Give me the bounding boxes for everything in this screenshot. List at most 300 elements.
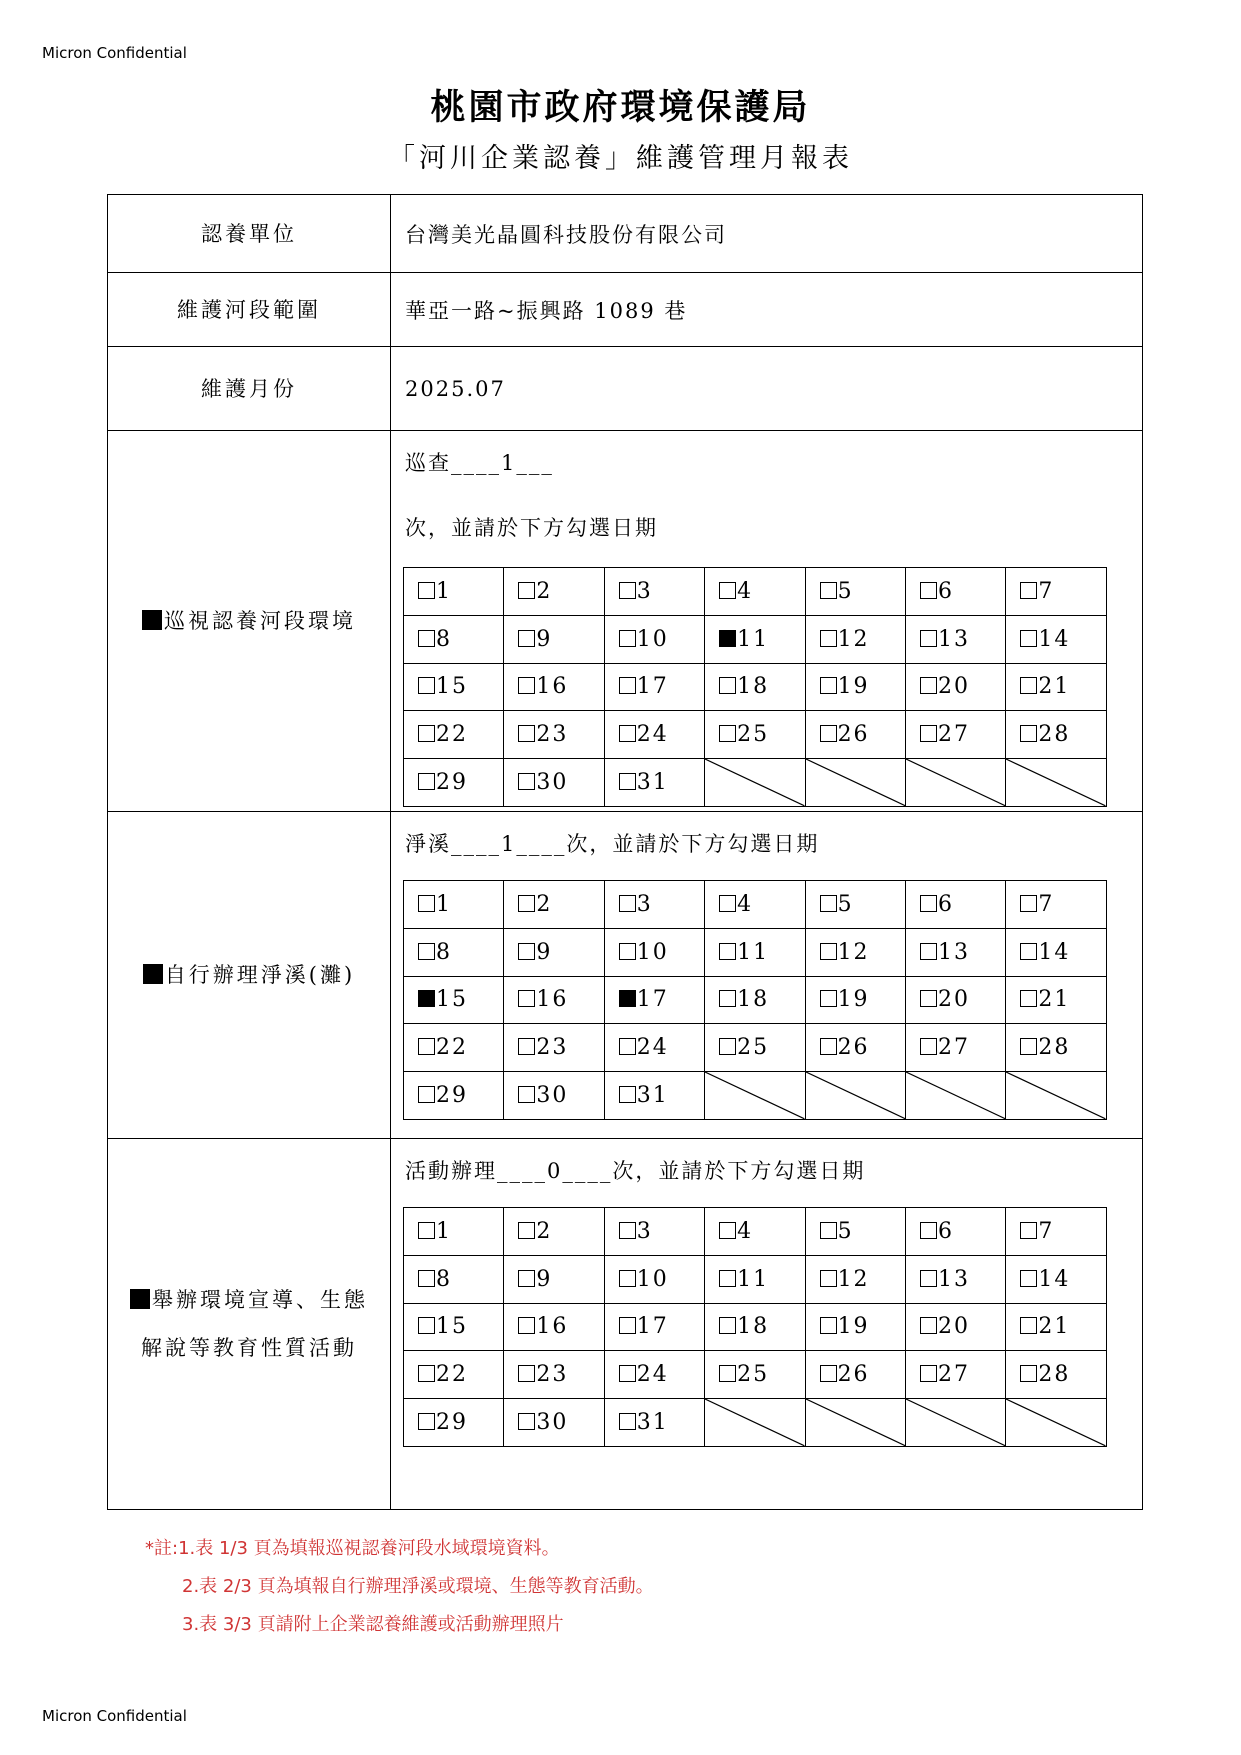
day-number: 31	[636, 1083, 669, 1109]
unchecked-box-icon[interactable]	[619, 1317, 636, 1334]
unchecked-box-icon[interactable]	[518, 1317, 535, 1334]
diagonal-line-icon	[705, 1072, 804, 1119]
unchecked-box-icon[interactable]	[518, 1413, 535, 1430]
unchecked-box-icon[interactable]	[820, 1270, 837, 1287]
unchecked-box-icon[interactable]	[619, 725, 636, 742]
day-number: 6	[937, 891, 954, 917]
day-number: 4	[737, 891, 754, 917]
unchecked-box-icon[interactable]	[820, 725, 837, 742]
day-cell-20[interactable]	[905, 976, 1005, 1024]
day-cell-9[interactable]	[504, 928, 604, 976]
day-cell-28[interactable]	[1006, 1351, 1106, 1399]
unchecked-box-icon[interactable]	[920, 1222, 937, 1239]
empty-cell	[905, 1399, 1005, 1447]
unchecked-box-icon[interactable]	[518, 943, 535, 960]
unchecked-box-icon[interactable]	[1020, 895, 1037, 912]
unchecked-box-icon[interactable]	[418, 1270, 435, 1287]
calendar-row	[404, 1024, 1107, 1072]
diagonal-line-icon	[1006, 1072, 1105, 1119]
calendar-row	[404, 1255, 1107, 1303]
day-number: 3	[636, 578, 653, 604]
day-cell-23[interactable]	[504, 711, 604, 759]
day-cell-2[interactable]	[504, 568, 604, 616]
unchecked-box-icon[interactable]	[619, 1086, 636, 1103]
day-number: 20	[937, 674, 970, 700]
day-cell-27[interactable]	[905, 1351, 1005, 1399]
day-cell-8[interactable]	[404, 1255, 504, 1303]
unchecked-box-icon[interactable]	[920, 990, 937, 1007]
unchecked-box-icon[interactable]	[418, 895, 435, 912]
empty-cell	[805, 1072, 905, 1120]
day-cell-17[interactable]	[604, 663, 704, 711]
day-cell-31[interactable]	[604, 1399, 704, 1447]
unchecked-box-icon[interactable]	[518, 895, 535, 912]
day-number: 26	[837, 722, 870, 748]
day-number: 5	[837, 578, 854, 604]
unchecked-box-icon[interactable]	[719, 582, 736, 599]
section-label	[108, 1139, 391, 1509]
diagonal-line-icon	[806, 1399, 905, 1446]
day-number: 22	[436, 1035, 468, 1061]
day-cell-17[interactable]	[604, 976, 704, 1024]
unchecked-box-icon[interactable]	[820, 677, 837, 694]
unchecked-box-icon[interactable]	[719, 1038, 736, 1055]
day-number: 20	[937, 987, 970, 1013]
day-number: 2	[536, 891, 553, 917]
day-cell-4[interactable]	[705, 568, 805, 616]
unchecked-box-icon[interactable]	[920, 582, 937, 599]
calendar-row	[404, 1399, 1107, 1447]
value-adopting-unit: 台灣美光晶圓科技股份有限公司	[405, 222, 727, 247]
day-number: 23	[536, 1362, 569, 1388]
unchecked-box-icon[interactable]	[418, 1086, 435, 1103]
day-cell-11[interactable]	[705, 1255, 805, 1303]
day-cell-18[interactable]	[705, 976, 805, 1024]
day-number: 18	[737, 987, 770, 1013]
day-number: 12	[837, 626, 870, 652]
unchecked-box-icon[interactable]	[619, 895, 636, 912]
day-cell-22[interactable]	[404, 711, 504, 759]
day-cell-10[interactable]	[604, 1255, 704, 1303]
day-cell-18[interactable]	[705, 1303, 805, 1351]
unchecked-box-icon[interactable]	[518, 990, 535, 1007]
day-number: 26	[837, 1035, 870, 1061]
checked-box-icon[interactable]	[619, 990, 636, 1007]
day-cell-9[interactable]	[504, 1255, 604, 1303]
unchecked-box-icon[interactable]	[418, 1038, 435, 1055]
day-number: 17	[636, 674, 669, 700]
day-number: 28	[1038, 722, 1071, 748]
value-river-section-cell	[391, 273, 1142, 346]
unchecked-box-icon[interactable]	[619, 1270, 636, 1287]
day-number: 30	[536, 1083, 569, 1109]
unchecked-box-icon[interactable]	[418, 1365, 435, 1382]
unchecked-box-icon[interactable]	[418, 1413, 435, 1430]
unchecked-box-icon[interactable]	[719, 1317, 736, 1334]
unchecked-box-icon[interactable]	[418, 773, 435, 790]
day-number: 23	[536, 1035, 569, 1061]
day-number: 23	[536, 722, 569, 748]
day-cell-21[interactable]	[1006, 1303, 1106, 1351]
calendar-row	[404, 759, 1107, 807]
day-cell-1[interactable]	[404, 881, 504, 929]
day-cell-25[interactable]	[705, 1351, 805, 1399]
unchecked-box-icon[interactable]	[1020, 1317, 1037, 1334]
unchecked-box-icon[interactable]	[619, 773, 636, 790]
unchecked-box-icon[interactable]	[1020, 1270, 1037, 1287]
unchecked-box-icon[interactable]	[619, 630, 636, 647]
unchecked-box-icon[interactable]	[719, 1222, 736, 1239]
day-cell-12[interactable]	[805, 928, 905, 976]
day-number: 15	[436, 674, 468, 700]
section-content	[391, 812, 1142, 1138]
day-cell-3[interactable]	[604, 1208, 704, 1256]
day-number: 11	[737, 626, 770, 652]
unchecked-box-icon[interactable]	[820, 990, 837, 1007]
page-title: 桃園市政府環境保護局	[430, 87, 811, 128]
day-number: 29	[436, 770, 468, 796]
day-cell-2[interactable]	[504, 1208, 604, 1256]
unchecked-box-icon[interactable]	[619, 1038, 636, 1055]
unchecked-box-icon[interactable]	[820, 630, 837, 647]
day-cell-3[interactable]	[604, 881, 704, 929]
day-cell-16[interactable]	[504, 976, 604, 1024]
day-number: 4	[737, 1218, 754, 1244]
day-cell-19[interactable]	[805, 976, 905, 1024]
day-cell-10[interactable]	[604, 615, 704, 663]
day-number: 24	[636, 722, 669, 748]
day-cell-15[interactable]	[404, 1303, 504, 1351]
day-number: 19	[837, 987, 870, 1013]
day-cell-4[interactable]	[705, 1208, 805, 1256]
day-cell-1[interactable]	[404, 568, 504, 616]
day-number: 7	[1038, 578, 1055, 604]
day-number: 21	[1038, 987, 1071, 1013]
day-calendar	[403, 880, 1107, 1120]
calendar-row	[404, 881, 1107, 929]
day-number: 30	[536, 770, 569, 796]
day-number: 30	[536, 1410, 569, 1436]
unchecked-box-icon[interactable]	[820, 895, 837, 912]
day-number: 7	[1038, 1218, 1055, 1244]
calendar-row	[404, 928, 1107, 976]
calendar-row	[404, 568, 1107, 616]
day-number: 10	[636, 939, 669, 965]
filled-checkbox-icon	[130, 1289, 150, 1309]
unchecked-box-icon[interactable]	[418, 630, 435, 647]
day-number: 4	[737, 578, 754, 604]
unchecked-box-icon[interactable]	[1020, 990, 1037, 1007]
day-cell-14[interactable]	[1006, 615, 1106, 663]
day-cell-25[interactable]	[705, 711, 805, 759]
day-cell-27[interactable]	[905, 711, 1005, 759]
day-cell-25[interactable]	[705, 1024, 805, 1072]
day-number: 16	[536, 987, 569, 1013]
day-cell-3[interactable]	[604, 568, 704, 616]
unchecked-box-icon[interactable]	[518, 630, 535, 647]
day-cell-21[interactable]	[1006, 976, 1106, 1024]
unchecked-box-icon[interactable]	[920, 1270, 937, 1287]
unchecked-box-icon[interactable]	[820, 1365, 837, 1382]
day-cell-7[interactable]	[1006, 1208, 1106, 1256]
unchecked-box-icon[interactable]	[518, 1222, 535, 1239]
day-cell-13[interactable]	[905, 1255, 1005, 1303]
day-cell-26[interactable]	[805, 711, 905, 759]
day-number: 9	[536, 939, 553, 965]
day-cell-29[interactable]	[404, 759, 504, 807]
day-number: 12	[837, 939, 870, 965]
diagonal-line-icon	[806, 759, 905, 806]
day-cell-20[interactable]	[905, 1303, 1005, 1351]
day-number: 24	[636, 1362, 669, 1388]
day-number: 22	[436, 1362, 468, 1388]
day-cell-19[interactable]	[805, 663, 905, 711]
day-cell-24[interactable]	[604, 1351, 704, 1399]
section-label-line: 自行辦理淨溪(灘)	[164, 963, 356, 987]
day-cell-26[interactable]	[805, 1024, 905, 1072]
diagonal-line-icon	[705, 1399, 804, 1446]
unchecked-box-icon[interactable]	[518, 1365, 535, 1382]
day-cell-22[interactable]	[404, 1351, 504, 1399]
unchecked-box-icon[interactable]	[619, 677, 636, 694]
day-number: 2	[536, 578, 553, 604]
day-number: 15	[436, 1314, 468, 1340]
day-number: 14	[1038, 939, 1071, 965]
day-number: 21	[1038, 1314, 1071, 1340]
unchecked-box-icon[interactable]	[418, 677, 435, 694]
day-cell-21[interactable]	[1006, 663, 1106, 711]
day-number: 2	[536, 1218, 553, 1244]
day-number: 5	[837, 1218, 854, 1244]
day-number: 22	[436, 722, 468, 748]
day-cell-24[interactable]	[604, 1024, 704, 1072]
day-cell-16[interactable]	[504, 663, 604, 711]
day-number: 11	[737, 939, 770, 965]
empty-cell	[805, 759, 905, 807]
day-calendar	[403, 1207, 1107, 1447]
day-cell-6[interactable]	[905, 568, 1005, 616]
unchecked-box-icon[interactable]	[418, 1222, 435, 1239]
unchecked-box-icon[interactable]	[920, 1365, 937, 1382]
day-cell-17[interactable]	[604, 1303, 704, 1351]
unchecked-box-icon[interactable]	[518, 1038, 535, 1055]
day-cell-28[interactable]	[1006, 711, 1106, 759]
day-cell-14[interactable]	[1006, 928, 1106, 976]
day-number: 24	[636, 1035, 669, 1061]
diagonal-line-icon	[906, 759, 1005, 806]
unchecked-box-icon[interactable]	[619, 943, 636, 960]
unchecked-box-icon[interactable]	[920, 895, 937, 912]
unchecked-box-icon[interactable]	[619, 1365, 636, 1382]
day-cell-29[interactable]	[404, 1072, 504, 1120]
diagonal-line-icon	[1006, 1399, 1105, 1446]
day-cell-5[interactable]	[805, 881, 905, 929]
checked-box-icon[interactable]	[719, 630, 736, 647]
label-river-section: 維護河段範圍	[108, 273, 391, 346]
unchecked-box-icon[interactable]	[719, 943, 736, 960]
empty-cell	[905, 759, 1005, 807]
day-cell-20[interactable]	[905, 663, 1005, 711]
day-cell-8[interactable]	[404, 928, 504, 976]
unchecked-box-icon[interactable]	[719, 1270, 736, 1287]
day-number: 28	[1038, 1035, 1071, 1061]
day-cell-8[interactable]	[404, 615, 504, 663]
day-cell-4[interactable]	[705, 881, 805, 929]
unchecked-box-icon[interactable]	[518, 1086, 535, 1103]
empty-cell	[1006, 1072, 1106, 1120]
day-cell-12[interactable]	[805, 615, 905, 663]
day-cell-5[interactable]	[805, 1208, 905, 1256]
day-cell-14[interactable]	[1006, 1255, 1106, 1303]
day-cell-23[interactable]	[504, 1351, 604, 1399]
unchecked-box-icon[interactable]	[719, 895, 736, 912]
day-number: 19	[837, 1314, 870, 1340]
day-cell-15[interactable]	[404, 976, 504, 1024]
day-number: 27	[937, 722, 970, 748]
day-number: 18	[737, 674, 770, 700]
value-adopting-unit-cell	[391, 195, 1142, 272]
day-cell-30[interactable]	[504, 1399, 604, 1447]
unchecked-box-icon[interactable]	[418, 725, 435, 742]
unchecked-box-icon[interactable]	[820, 943, 837, 960]
unchecked-box-icon[interactable]	[820, 582, 837, 599]
label-adopting-unit: 認養單位	[108, 195, 391, 272]
unchecked-box-icon[interactable]	[719, 990, 736, 1007]
day-cell-6[interactable]	[905, 1208, 1005, 1256]
unchecked-box-icon[interactable]	[920, 1038, 937, 1055]
day-cell-28[interactable]	[1006, 1024, 1106, 1072]
day-number: 29	[436, 1410, 468, 1436]
day-cell-1[interactable]	[404, 1208, 504, 1256]
day-cell-27[interactable]	[905, 1024, 1005, 1072]
day-number: 8	[436, 626, 452, 652]
day-cell-30[interactable]	[504, 1072, 604, 1120]
report-form	[107, 194, 1143, 1510]
unchecked-box-icon[interactable]	[1020, 725, 1037, 742]
day-cell-6[interactable]	[905, 881, 1005, 929]
row-river-section	[108, 273, 1142, 347]
day-number: 6	[937, 578, 954, 604]
day-cell-12[interactable]	[805, 1255, 905, 1303]
day-number: 1	[436, 891, 452, 917]
day-number: 1	[436, 1218, 452, 1244]
unchecked-box-icon[interactable]	[619, 1222, 636, 1239]
unchecked-box-icon[interactable]	[1020, 1038, 1037, 1055]
unchecked-box-icon[interactable]	[820, 1222, 837, 1239]
day-number: 7	[1038, 891, 1055, 917]
day-number: 3	[636, 1218, 653, 1244]
empty-cell	[705, 1399, 805, 1447]
day-cell-30[interactable]	[504, 759, 604, 807]
unchecked-box-icon[interactable]	[518, 677, 535, 694]
unchecked-box-icon[interactable]	[418, 943, 435, 960]
day-cell-16[interactable]	[504, 1303, 604, 1351]
day-cell-22[interactable]	[404, 1024, 504, 1072]
checked-box-icon[interactable]	[418, 990, 435, 1007]
day-cell-23[interactable]	[504, 1024, 604, 1072]
unchecked-box-icon[interactable]	[418, 582, 435, 599]
day-number: 16	[536, 674, 569, 700]
day-cell-2[interactable]	[504, 881, 604, 929]
day-cell-13[interactable]	[905, 928, 1005, 976]
day-cell-15[interactable]	[404, 663, 504, 711]
day-number: 17	[636, 987, 669, 1013]
day-cell-11[interactable]	[705, 928, 805, 976]
unchecked-box-icon[interactable]	[920, 1317, 937, 1334]
day-number: 28	[1038, 1362, 1071, 1388]
unchecked-box-icon[interactable]	[1020, 943, 1037, 960]
day-number: 27	[937, 1362, 970, 1388]
note-line: 2.表 2/3 頁為填報自行辦理淨溪或環境、生態等教育活動。	[182, 1576, 654, 1597]
day-number: 21	[1038, 674, 1071, 700]
day-cell-19[interactable]	[805, 1303, 905, 1351]
unchecked-box-icon[interactable]	[920, 725, 937, 742]
unchecked-box-icon[interactable]	[518, 1270, 535, 1287]
unchecked-box-icon[interactable]	[1020, 582, 1037, 599]
day-number: 26	[837, 1362, 870, 1388]
day-number: 20	[937, 1314, 970, 1340]
day-cell-9[interactable]	[504, 615, 604, 663]
day-cell-11[interactable]	[705, 615, 805, 663]
day-number: 6	[937, 1218, 954, 1244]
section-label-line: 解說等教育性質活動	[141, 1336, 357, 1360]
day-number: 14	[1038, 1266, 1071, 1292]
day-number: 1	[436, 578, 452, 604]
day-cell-24[interactable]	[604, 711, 704, 759]
unchecked-box-icon[interactable]	[820, 1317, 837, 1334]
unchecked-box-icon[interactable]	[920, 630, 937, 647]
value-river-section: 華亞一路~振興路 1089 巷	[405, 298, 688, 323]
day-cell-18[interactable]	[705, 663, 805, 711]
unchecked-box-icon[interactable]	[418, 1317, 435, 1334]
unchecked-box-icon[interactable]	[920, 677, 937, 694]
unchecked-box-icon[interactable]	[1020, 1365, 1037, 1382]
day-cell-7[interactable]	[1006, 568, 1106, 616]
calendar-row	[404, 1208, 1107, 1256]
section-label-line: 舉辦環境宣導、生態	[152, 1288, 368, 1312]
unchecked-box-icon[interactable]	[1020, 1222, 1037, 1239]
day-cell-13[interactable]	[905, 615, 1005, 663]
unchecked-box-icon[interactable]	[619, 582, 636, 599]
day-cell-7[interactable]	[1006, 881, 1106, 929]
unchecked-box-icon[interactable]	[719, 725, 736, 742]
unchecked-box-icon[interactable]	[619, 1413, 636, 1430]
unchecked-box-icon[interactable]	[1020, 630, 1037, 647]
empty-cell	[1006, 1399, 1106, 1447]
note-line: 3.表 3/3 頁請附上企業認養維護或活動辦理照片	[182, 1614, 564, 1635]
unchecked-box-icon[interactable]	[518, 773, 535, 790]
unchecked-box-icon[interactable]	[719, 1365, 736, 1382]
unchecked-box-icon[interactable]	[518, 582, 535, 599]
unchecked-box-icon[interactable]	[518, 725, 535, 742]
day-cell-5[interactable]	[805, 568, 905, 616]
day-cell-26[interactable]	[805, 1351, 905, 1399]
unchecked-box-icon[interactable]	[719, 677, 736, 694]
day-cell-31[interactable]	[604, 759, 704, 807]
day-number: 11	[737, 1266, 770, 1292]
empty-cell	[705, 1072, 805, 1120]
unchecked-box-icon[interactable]	[1020, 677, 1037, 694]
day-cell-10[interactable]	[604, 928, 704, 976]
day-cell-31[interactable]	[604, 1072, 704, 1120]
diagonal-line-icon	[1006, 759, 1105, 806]
unchecked-box-icon[interactable]	[920, 943, 937, 960]
section-content	[391, 1139, 1142, 1509]
unchecked-box-icon[interactable]	[820, 1038, 837, 1055]
empty-cell	[805, 1399, 905, 1447]
empty-cell	[705, 759, 805, 807]
day-cell-29[interactable]	[404, 1399, 504, 1447]
